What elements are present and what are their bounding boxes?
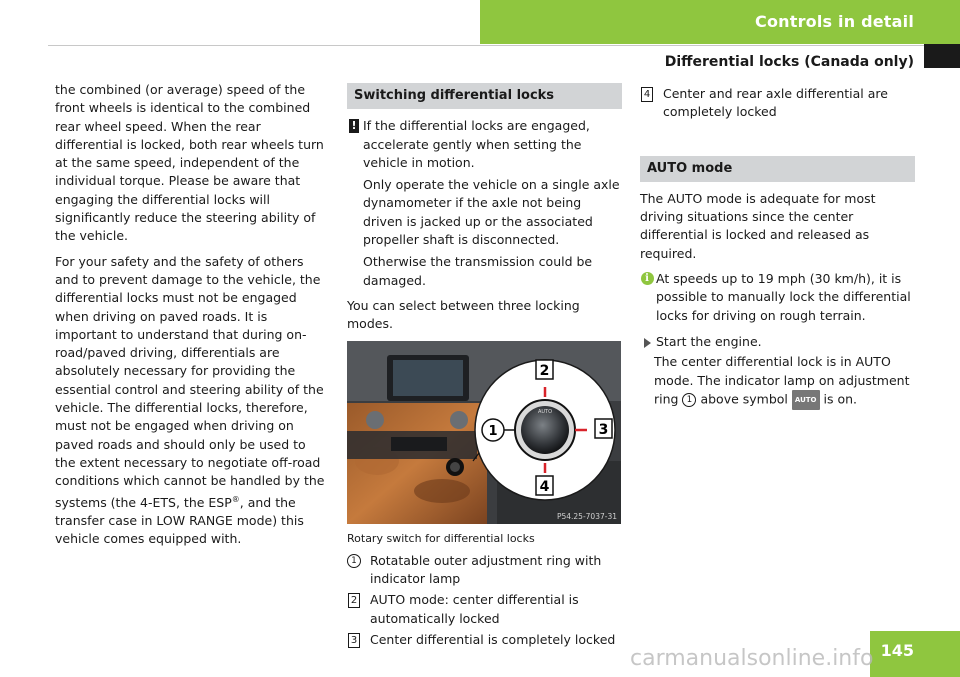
info-icon: i — [641, 272, 654, 285]
warning-note — [347, 117, 622, 297]
callout-3: 3 — [598, 421, 609, 438]
header-tab-block — [924, 44, 960, 68]
modes-intro: You can select between three locking modes. — [347, 297, 580, 332]
info-note: i At speeds up to 19 mph (30 km/h), it is possible to manually lock the differential locks for driving on rough terrain. — [640, 270, 915, 325]
column-3 — [640, 85, 915, 410]
column-2 — [347, 83, 622, 649]
section-heading-switching: Switching differential locks — [347, 83, 622, 109]
legend-item-4: 4 Center and rear axle differential are completely locked — [640, 85, 915, 122]
callout-marker-2: 2 — [348, 593, 360, 608]
instruction-step: Start the engine. — [640, 333, 915, 351]
callout-marker-1-inline: 1 — [682, 393, 696, 407]
step-result: The center differential lock is in AUTO mode. The indicator lamp on adjustment ring 1 above symbol AUTO is on. — [640, 353, 915, 410]
section-title: Controls in detail — [755, 12, 914, 31]
callout-4: 4 — [539, 478, 550, 495]
section-heading-auto-mode: AUTO mode — [640, 156, 915, 182]
auto-symbol-icon: AUTO — [792, 390, 820, 410]
callout-marker-3: 3 — [348, 633, 360, 648]
page-number: 145 — [880, 641, 914, 660]
page-number-box — [870, 631, 960, 677]
watermark: carmanualsonline.info — [630, 646, 874, 671]
auto-mode-paragraph: The AUTO mode is adequate for most driving situations since the center differential is locked and released as required. — [640, 190, 876, 261]
body-paragraph-1: the combined (or average) speed of the front wheels is identical to the combined rear wheel speed. When the rear differential is locked, both rear wheels turn at the same speed, independent of the individual torque. Please be aware that engaging the differential locks will significantly reduce the steering ability of the vehicle. — [55, 82, 324, 244]
callout-marker-4: 4 — [641, 87, 653, 102]
warning-text-3: Otherwise the transmission could be damaged. — [363, 254, 593, 288]
legend-item-2: 2 AUTO mode: center differential is automatically locked — [347, 591, 622, 628]
callout-2: 2 — [539, 362, 550, 379]
header-rule — [48, 45, 924, 46]
switch-auto-label: AUTO — [537, 408, 553, 415]
figure-code: P54.25-7037-31 — [556, 511, 617, 521]
step-arrow-icon — [644, 338, 651, 348]
warning-text-1: If the differential locks are engaged, accelerate gently when setting the vehicle in motion. — [363, 118, 590, 170]
figure-caption: Rotary switch for differential locks — [347, 531, 535, 545]
subsection-title: Differential locks (Canada only) — [664, 54, 914, 70]
warning-icon: ! — [349, 119, 359, 133]
dashboard-photo — [347, 341, 621, 524]
callout-1: 1 — [488, 423, 498, 439]
warning-text-2: Only operate the vehicle on a single axle dynamometer if the axle not being driven is jacked up or the associated propeller shaft is disconnected. — [363, 177, 620, 248]
column-1 — [55, 81, 330, 556]
rotary-switch-figure — [347, 341, 621, 524]
legend-item-3: 3 Center differential is completely locked — [347, 631, 622, 649]
callout-marker-1: 1 — [347, 554, 361, 568]
body-paragraph-2: For your safety and the safety of others and to prevent damage to the vehicle, the differential locks must not be engaged when driving on paved roads. It is important to understand that during on-road/paved driving, differentials are absolutely necessary for providing the essential control and steering ability of the vehicle. The differential locks, therefore, must not be engaged when driving on paved roads and should only be used to the extent necessary to negotiate off-road conditions which cannot be handled by the systems (the 4-ETS, the ESP®, and the transfer case in LOW RANGE mode) this vehicle comes equipped with. — [55, 253, 325, 547]
legend-item-1: 1 Rotatable outer adjustment ring with indicator lamp — [347, 552, 622, 589]
